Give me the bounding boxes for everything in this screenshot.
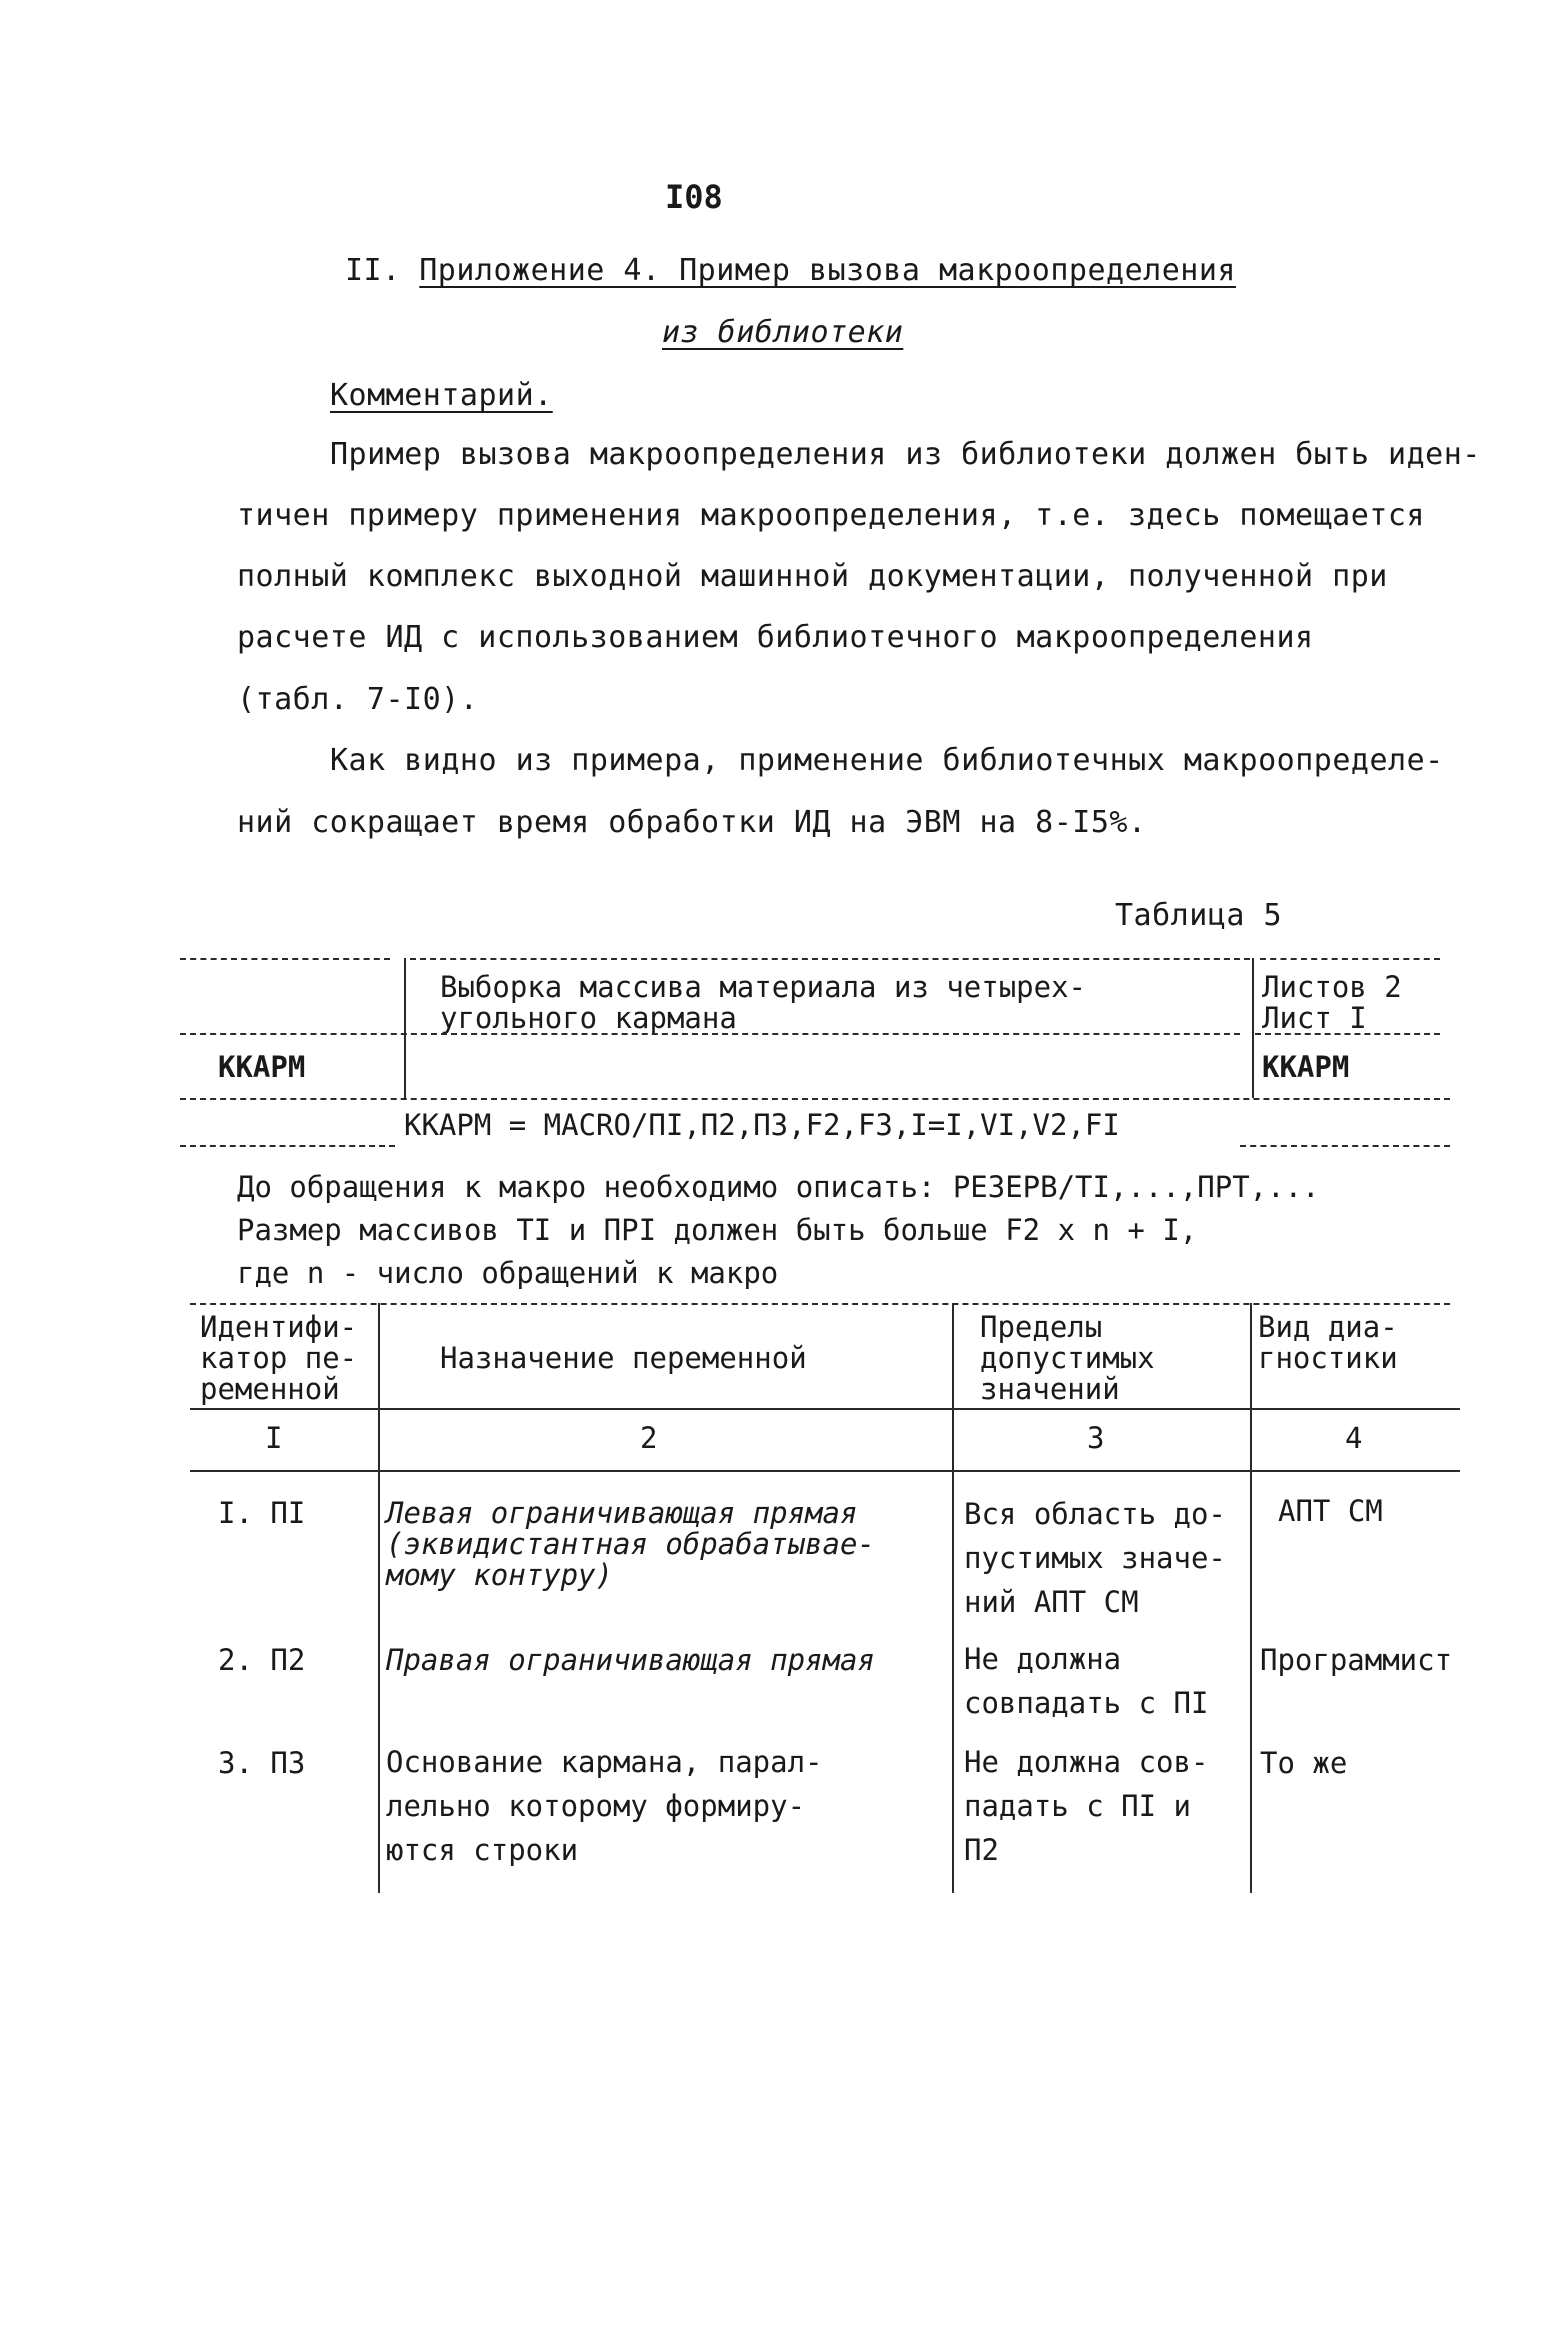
form-sheet-number: Лист I: [1262, 1001, 1367, 1035]
table-header-limits: Пределы допустимых значений: [980, 1310, 1155, 1406]
row-limits: Вся область до- пустимых значе- ний АПТ СМ: [964, 1497, 1226, 1619]
section-title-line2: из библиотеки: [662, 315, 904, 350]
paragraph-line: (табл. 7-I0).: [237, 682, 479, 717]
row-limits: Не должна сов- падать с ПI и П2: [964, 1745, 1209, 1867]
paragraph-line: Пример вызова макроопределения из библиотеки должен быть иден-: [330, 437, 1481, 472]
row-diagnostics: То же: [1260, 1746, 1348, 1780]
form-border-dashed: [410, 958, 1250, 960]
table-col-number: 3: [1087, 1421, 1105, 1455]
form-border-dashed: [180, 958, 390, 960]
table-header-diagnostics: Вид диа- гностики: [1258, 1310, 1398, 1375]
row-identifier: 3. П3: [218, 1746, 306, 1780]
form-sheets-total: Листов 2: [1262, 970, 1402, 1004]
comment-label: Комментарий.: [330, 378, 553, 413]
row-purpose: Основание кармана, парал- лельно которому формиру- ются строки: [386, 1745, 823, 1867]
paragraph-line: тичен примеру применения макроопределения, т.е. здесь помещается: [237, 498, 1425, 533]
section-heading: [345, 253, 1236, 288]
form-description-line2: угольного кармана: [440, 1001, 737, 1035]
form-border-dashed: [180, 1098, 1450, 1100]
row-identifier: I. ПI: [218, 1496, 306, 1530]
form-divider: [1252, 958, 1254, 1098]
note-line: До обращения к макро необходимо описать: РЕЗЕРВ/TI,...,ПРТ,...: [237, 1170, 1320, 1204]
table-col-number: I: [265, 1421, 283, 1455]
row-diagnostics: Программист: [1260, 1643, 1453, 1677]
note-line: Размер массивов TI и ПРI должен быть больше F2 x n + I,: [237, 1213, 1198, 1247]
form-inner-dashed: [180, 1033, 1240, 1035]
paragraph-line: Как видно из примера, применение библиотечных макроопределе-: [330, 743, 1444, 778]
row-limits: Не должна совпадать с ПI: [964, 1642, 1209, 1720]
table-col-number: 4: [1345, 1421, 1363, 1455]
macro-call: ККАРМ = MACRO/ПI,П2,П3,F2,F3,I=I,VI,V2,FI: [404, 1108, 1120, 1142]
row-purpose: Правая ограничивающая прямая: [386, 1643, 875, 1677]
row-purpose: Левая ограничивающая прямая (эквидистантная обрабатывае- мому контуру): [386, 1496, 875, 1592]
table-column-divider: [952, 1303, 954, 1893]
form-code-right: ККАРМ: [1262, 1050, 1350, 1084]
form-divider: [404, 958, 406, 1098]
paragraph-line: полный комплекс выходной машинной документации, полученной при: [237, 559, 1388, 594]
table-numbers-separator: [190, 1470, 1460, 1472]
form-border-dashed: [1240, 1145, 1450, 1147]
section-title-line1: Приложение 4. Пример вызова макроопределения: [419, 253, 1236, 288]
page-number: I08: [665, 178, 723, 216]
form-inner-dashed: [1255, 1033, 1440, 1035]
section-number: II.: [345, 253, 401, 288]
table-title: Таблица 5: [1115, 898, 1283, 933]
form-description-line1: Выборка массива материала из четырех-: [440, 970, 1087, 1004]
row-identifier: 2. П2: [218, 1643, 306, 1677]
row-diagnostics: АПТ СМ: [1278, 1494, 1383, 1528]
table-column-divider: [1250, 1303, 1252, 1893]
paragraph-line: расчете ИД с использованием библиотечного макроопределения: [237, 620, 1314, 655]
paragraph-line: ний сокращает время обработки ИД на ЭВМ на 8-I5%.: [237, 805, 1147, 840]
form-border-dashed: [180, 1145, 395, 1147]
table-column-divider: [378, 1303, 380, 1893]
form-border-dashed: [1260, 958, 1440, 960]
form-code: ККАРМ: [218, 1050, 306, 1084]
table-header-identifier: Идентифи- катор пе- ременной: [200, 1310, 358, 1406]
table-col-number: 2: [640, 1421, 658, 1455]
table-header-separator: [190, 1408, 1460, 1410]
table-header-purpose: Назначение переменной: [440, 1341, 807, 1375]
note-line: где n - число обращений к макро: [237, 1256, 779, 1290]
